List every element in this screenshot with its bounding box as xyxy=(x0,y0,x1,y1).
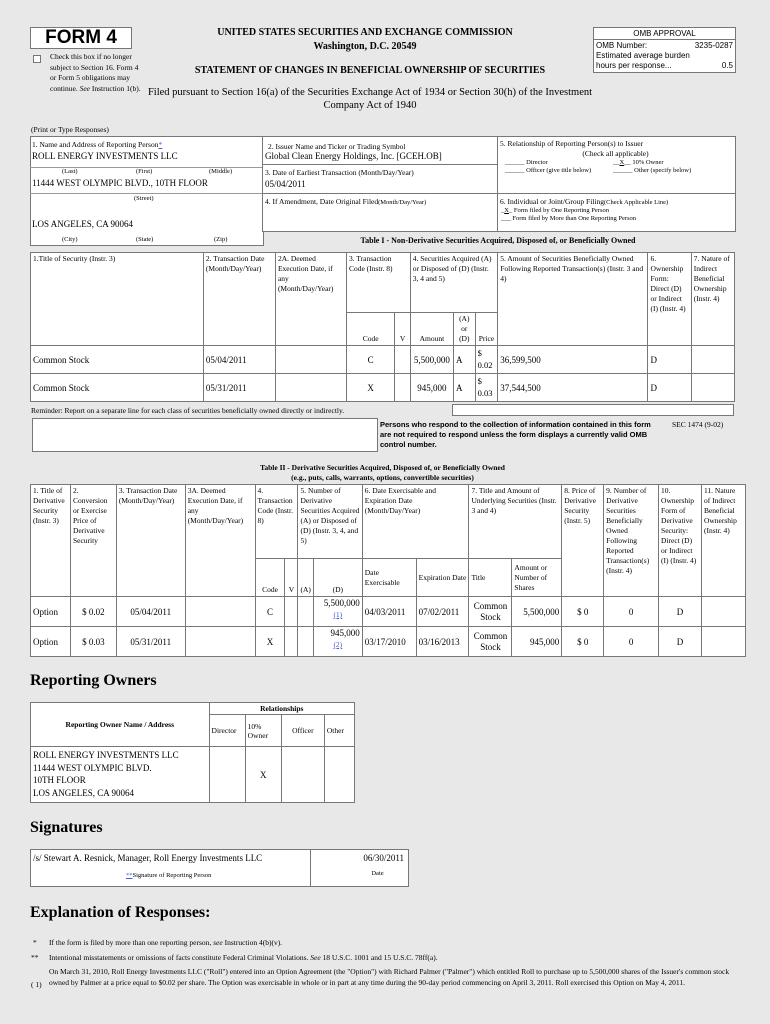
t2-r1-price: $ 0.02 xyxy=(70,597,116,627)
t1-h2: 2. Transaction Date (Month/Day/Year) xyxy=(203,253,275,346)
t1-r2-aord: A xyxy=(453,374,475,402)
box6-hint: (Check Applicable Line) xyxy=(603,199,669,206)
owners-director-value xyxy=(209,747,245,803)
rel-director: ______ Director xyxy=(505,159,548,166)
t1-r2-price-cell xyxy=(475,374,498,402)
t2-r1-f10: D xyxy=(659,597,702,627)
signature-date: 06/30/2011 xyxy=(363,853,404,863)
t2-r1-n11 xyxy=(701,597,745,627)
label-city: (City) xyxy=(62,236,78,243)
note-2: Intentional misstatements or omissions of facts constitute Federal Criminal Violations. See 18 U.S.C. 1001 and 15 U.S.C. 78ff(a). xyxy=(49,953,438,962)
t2-h3a: 3A. Deemed Execution Date, if any (Month/Day/Year) xyxy=(185,485,255,597)
t2-r2-d: 945,000 xyxy=(330,628,360,638)
t2-r1-d-cell xyxy=(313,597,362,627)
t2-sub-title: Title xyxy=(469,559,512,597)
box6-more: ___ Form filed by More than One Reporting Person xyxy=(501,215,637,222)
note-3-mark: ( 1) xyxy=(31,980,42,989)
t2-r2-footnote[interactable]: (2) xyxy=(333,640,343,649)
t2-r2-p8: $ 0 xyxy=(562,627,604,657)
t1-r2-price: 0.03 xyxy=(477,388,493,398)
t1-h6: 6. Ownership Form: Direct (D) or Indirect (I) (Instr. 4) xyxy=(648,253,691,346)
earliest-date: 05/04/2011 xyxy=(265,179,306,189)
t2-r1-p8: $ 0 xyxy=(562,597,604,627)
t1-r2-date: 05/31/2011 xyxy=(203,374,275,402)
note-2-mark: ** xyxy=(31,953,39,962)
t1-h4: 4. Securities Acquired (A) or Disposed of (D) (Instr. 3, 4 and 5) xyxy=(410,253,497,313)
table-row xyxy=(31,374,735,402)
t2-r2-deemed xyxy=(185,627,255,657)
t1-r1-code: C xyxy=(346,346,394,374)
t2-r2-title: Option xyxy=(31,627,71,657)
t2-r1-deemed xyxy=(185,597,255,627)
t2-r2-f10: D xyxy=(659,627,702,657)
t1-r2-form: D xyxy=(648,374,691,402)
table-row xyxy=(31,346,735,374)
rel-other: ______ Other (specify below) xyxy=(613,167,692,174)
t2-h3: 3. Transaction Date (Month/Day/Year) xyxy=(116,485,185,597)
omb-number: 3235-0287 xyxy=(694,41,733,50)
owners-director: Director xyxy=(209,715,245,747)
t2-sub-d: (D) xyxy=(313,559,362,597)
rel-owner-mark: X xyxy=(619,159,625,166)
label-street: (Street) xyxy=(134,195,154,202)
t2-r2-n9: 0 xyxy=(604,627,659,657)
t1-r1-deemed xyxy=(275,346,346,374)
t1-sub-price: Price xyxy=(475,313,498,346)
t2-r2-exer: 03/17/2010 xyxy=(362,627,416,657)
signer-name: /s/ Stewart A. Resnick, Manager, Roll Energy Investments LLC xyxy=(33,853,263,863)
t2-r2-d-cell xyxy=(313,627,362,657)
note-1-see: see xyxy=(213,938,223,947)
signature-star: ** xyxy=(126,872,133,879)
box1-star: * xyxy=(158,140,163,149)
t1-r2-price-sym: $ xyxy=(477,376,482,386)
explanation-heading: Explanation of Responses: xyxy=(30,904,211,921)
box4-hint: (Month/Day/Year) xyxy=(378,199,427,206)
t1-r2-amount: 945,000 xyxy=(410,374,453,402)
owners-ten-pct-value: X xyxy=(245,747,281,803)
t2-h10: 10. Ownership Form of Derivative Security: Direct (D) or Indirect (I) (Instr. 4) xyxy=(659,485,702,597)
label-zip: (Zip) xyxy=(214,236,228,243)
omb-approval-box xyxy=(593,27,736,73)
label-last: (Last) xyxy=(62,168,78,175)
note-3: On March 31, 2010, Roll Energy Investments LLC ("Roll") entered into an Option Agreement (the "Option") with Richard Palmer ("Palmer") which entitled Roll to purchase up to 5,500,000 shares of the Issuer's common stock owned by Palmer at a price equal to $0.02 per share. The Option was exercisable in whole or in part at any time during the 90-day period commencing on April 3, 2011. Roll exercised this Option on May 4, 2011. xyxy=(49,967,730,987)
box6-label: 6. Individual or Joint/Group Filing(Check Applicable Line) xyxy=(500,197,669,206)
table1-title: Table I - Non-Derivative Securities Acquired, Disposed of, or Beneficially Owned xyxy=(360,236,636,245)
t2-r1-utitle: Common Stock xyxy=(469,597,512,627)
owners-relationships: Relationships xyxy=(209,703,354,715)
t2-r2-date: 05/31/2011 xyxy=(116,627,185,657)
t2-sub-a: (A) xyxy=(298,559,313,597)
t2-sub-exp: Expiration Date xyxy=(416,559,469,597)
reminder-box-left xyxy=(32,418,378,452)
t2-r1-n9: 0 xyxy=(604,597,659,627)
box2-label: 2. Issuer Name and Ticker or Trading Symbol xyxy=(268,142,406,151)
agency-name: UNITED STATES SECURITIES AND EXCHANGE COMMISSION xyxy=(217,27,513,38)
t2-h11: 11. Nature of Indirect Beneficial Ownership (Instr. 4) xyxy=(701,485,745,597)
owners-address-line-3: 10TH FLOOR xyxy=(33,775,86,785)
owners-address xyxy=(31,747,210,803)
owners-table xyxy=(30,702,355,803)
table-row xyxy=(31,597,746,627)
t2-h2: 2. Conversion or Exercise Price of Derivative Security xyxy=(70,485,116,597)
t1-r1-date: 05/04/2011 xyxy=(203,346,275,374)
t2-r1-a xyxy=(298,597,313,627)
t2-r1-footnote[interactable]: (1) xyxy=(333,610,343,619)
t2-r2-code: X xyxy=(255,627,285,657)
t1-r1-aord: A xyxy=(453,346,475,374)
owners-col-name: Reporting Owner Name / Address xyxy=(31,703,210,747)
t1-r2-owned: 37,544,500 xyxy=(498,374,648,402)
reminder-text: Reminder: Report on a separate line for each class of securities beneficially owned directly or indirectly. xyxy=(31,406,345,415)
label-first: (First) xyxy=(136,168,153,175)
note-2-see: See xyxy=(310,953,321,962)
t2-r2-a xyxy=(298,627,313,657)
t2-sub-v: V xyxy=(285,559,298,597)
t2-sub-exer: Date Exercisable xyxy=(362,559,416,597)
owners-other: Other xyxy=(324,715,354,747)
t2-r1-date: 05/04/2011 xyxy=(116,597,185,627)
date-label: Date xyxy=(371,870,384,877)
t2-r1-exer: 04/03/2011 xyxy=(362,597,416,627)
t1-r1-nature xyxy=(691,346,734,374)
table2-title: Table II - Derivative Securities Acquired, Disposed of, or Beneficially Owned xyxy=(260,463,505,472)
checkbox-see: See xyxy=(79,83,90,93)
t1-r2-title: Common Stock xyxy=(31,374,204,402)
owners-address-line-4: LOS ANGELES, CA 90064 xyxy=(33,787,135,798)
t2-r1-uamt: 5,500,000 xyxy=(512,597,562,627)
checkbox-text: Check this box if no longer subject to Section 16. Form 4 or Form 5 obligations may continue. xyxy=(50,52,139,93)
t2-r2-exp: 03/16/2013 xyxy=(416,627,469,657)
t2-h9: 9. Number of Derivative Securities Beneficially Owned Following Reported Transaction(s) (Instr. 4) xyxy=(604,485,659,597)
t1-sub-aord: (A) or (D) xyxy=(453,313,475,346)
t1-r1-owned: 36,599,500 xyxy=(498,346,648,374)
form-label-box xyxy=(30,27,132,49)
t2-sub-code: Code xyxy=(255,559,285,597)
t1-r1-form: D xyxy=(648,346,691,374)
signatures-heading: Signatures xyxy=(30,819,103,836)
street-divider xyxy=(30,193,262,194)
t2-r1-code: C xyxy=(255,597,285,627)
t1-r2-nature xyxy=(691,374,734,402)
t2-r1-title: Option xyxy=(31,597,71,627)
box5-check: (Check all applicable) xyxy=(582,149,649,158)
filed-pursuant: Filed pursuant to Section 16(a) of the Securities Exchange Act of 1934 or Section 30(h) of the Investment Company Act of 1940 xyxy=(147,87,593,111)
t1-sub-code: Code xyxy=(346,313,394,346)
t1-r1-title: Common Stock xyxy=(31,346,204,374)
owners-officer: Officer xyxy=(281,715,324,747)
table-row xyxy=(31,627,746,657)
t2-h5: 5. Number of Derivative Securities Acquired (A) or Disposed of (D) (Instr. 3, 4, and 5) xyxy=(298,485,362,559)
t1-sub-v: V xyxy=(395,313,410,346)
owners-heading: Reporting Owners xyxy=(30,672,157,689)
box3-label: 3. Date of Earliest Transaction (Month/Day/Year) xyxy=(265,168,414,177)
t2-r2-price: $ 0.03 xyxy=(70,627,116,657)
t1-r1-amount: 5,500,000 xyxy=(410,346,453,374)
label-state: (State) xyxy=(136,236,154,243)
t1-h7: 7. Nature of Indirect Beneficial Ownership (Instr. 4) xyxy=(691,253,734,346)
t1-r1-price: 0.02 xyxy=(477,360,493,370)
t2-r1-d: 5,500,000 xyxy=(323,598,360,608)
box6-one-mark: X xyxy=(504,207,509,214)
t2-h8: 8. Price of Derivative Security (Instr. 5) xyxy=(562,485,604,597)
agency-city: Washington, D.C. 20549 xyxy=(313,41,417,52)
t2-r2-n11 xyxy=(701,627,745,657)
issuer-name: Global Clean Energy Holdings, Inc. [GCEH.OB] xyxy=(265,151,442,161)
t1-h2a: 2A. Deemed Execution Date, if any (Month/Day/Year) xyxy=(275,253,346,346)
t1-r2-deemed xyxy=(275,374,346,402)
t1-r2-code: X xyxy=(346,374,394,402)
owners-other-value xyxy=(324,747,354,803)
omb-hours: 0.5 xyxy=(721,61,733,70)
table1 xyxy=(30,252,735,402)
reporting-name: ROLL ENERGY INVESTMENTS LLC xyxy=(32,151,178,161)
table2-subtitle: (e.g., puts, calls, warrants, options, convertible securities) xyxy=(291,473,474,482)
table2 xyxy=(30,484,746,657)
t2-r1-v xyxy=(285,597,298,627)
t1-h5: 5. Amount of Securities Beneficially Owned Following Reported Transaction(s) (Instr. 3 and 4) xyxy=(498,253,648,346)
sec-number: SEC 1474 (9-02) xyxy=(672,420,724,429)
statement-title: STATEMENT OF CHANGES IN BENEFICIAL OWNERSHIP OF SECURITIES xyxy=(194,65,546,76)
checkbox-instruction: Instruction 1(b). xyxy=(91,83,141,93)
t2-h1: 1. Title of Derivative Security (Instr. 3) xyxy=(31,485,71,597)
box5-label: 5. Relationship of Reporting Person(s) to Issuer xyxy=(500,139,644,148)
t1-sub-amount: Amount xyxy=(410,313,453,346)
form-label: FORM 4 xyxy=(45,27,117,48)
t2-h4: 4. Transaction Code (Instr. 8) xyxy=(255,485,298,559)
t2-h7: 7. Title and Amount of Underlying Securities (Instr. 3 and 4) xyxy=(469,485,562,559)
owners-address-line-1: ROLL ENERGY INVESTMENTS LLC xyxy=(33,750,179,760)
box1-label: 1. Name and Address of Reporting Person* xyxy=(32,140,163,149)
no-longer-subject-checkbox[interactable] xyxy=(33,55,41,63)
t2-sub-amt: Amount or Number of Shares xyxy=(512,559,562,597)
t1-h1: 1.Title of Security (Instr. 3) xyxy=(31,253,204,346)
omb-number-label: OMB Number: xyxy=(596,41,648,50)
t2-r2-utitle: Common Stock xyxy=(469,627,512,657)
rel-officer: ______ Officer (give title below) xyxy=(505,167,592,174)
note-1: If the form is filed by more than one reporting person, see Instruction 4(b)(v). xyxy=(49,938,283,947)
reminder-box-right xyxy=(452,404,734,416)
box4-label: 4. If Amendment, Date Original Filed(Month/Day/Year) xyxy=(265,197,427,206)
t1-r2-v xyxy=(395,374,410,402)
note-1-mark: * xyxy=(33,938,37,947)
t1-r1-price-sym: $ xyxy=(477,348,482,358)
checkbox-text-block xyxy=(50,52,142,94)
t2-r2-uamt: 945,000 xyxy=(512,627,562,657)
owners-officer-value xyxy=(281,747,324,803)
box6-one: _X_ Form filed by One Reporting Person xyxy=(501,207,609,214)
omb-title: OMB APPROVAL xyxy=(594,28,735,40)
t1-r1-v xyxy=(395,346,410,374)
owners-address-line-2: 11444 WEST OLYMPIC BLVD. xyxy=(33,762,152,773)
rel-owner: __X__ 10% Owner xyxy=(613,159,664,166)
omb-burden: Estimated average burden hours per response... xyxy=(596,51,690,70)
street-value: 11444 WEST OLYMPIC BLVD., 10TH FLOOR xyxy=(32,178,208,188)
signature-label: **Signature of Reporting Person xyxy=(126,872,212,879)
city-value: LOS ANGELES, CA 90064 xyxy=(32,219,134,229)
t2-h6: 6. Date Exercisable and Expiration Date (Month/Day/Year) xyxy=(362,485,469,559)
t1-r1-price-cell xyxy=(475,346,498,374)
t2-r2-v xyxy=(285,627,298,657)
t2-r1-exp: 07/02/2011 xyxy=(416,597,469,627)
print-type-note: (Print or Type Responses) xyxy=(31,125,109,134)
label-middle: (Middle) xyxy=(209,168,233,175)
persons-respond: Persons who respond to the collection of information contained in this form are not required to respond unless the form displays a currently valid OMB control number. xyxy=(380,420,651,449)
owners-ten-pct: 10% Owner xyxy=(245,715,281,747)
table-row xyxy=(31,747,355,803)
t1-h3: 3. Transaction Code (Instr. 8) xyxy=(346,253,410,313)
